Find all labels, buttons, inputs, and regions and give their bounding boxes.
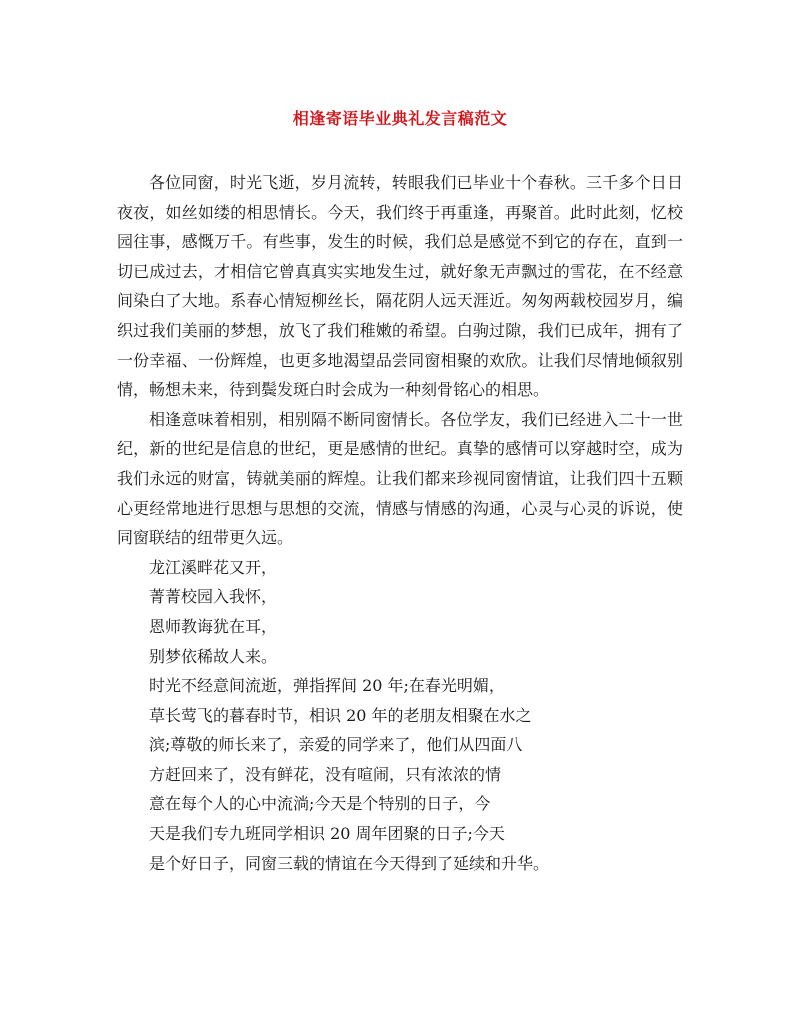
closing-line: 时光不经意间流逝，弹指挥间 20 年;在春光明媚， <box>149 676 505 696</box>
verse-line: 别梦依稀故人来。 <box>149 646 278 666</box>
closing-line: 是个好日子，同窗三载的情谊在今天得到了延续和升华。 <box>149 853 550 873</box>
closing-line: 意在每个人的心中流淌;今天是个特别的日子，今 <box>149 794 491 814</box>
paragraph-reunion: 相逢意味着相别，相别隔不断同窗情长。各位学友，我们已经进入二十一世纪，新的世纪是信息的世纪，更是感情的世纪。真挚的感情可以穿越时空，成为我们永远的财富，铸就美丽的辉煌。让我们都来珍视同窗情谊，让我们四十五颗心更经常地进行思想与思想的交流，情感与情感的沟通，心灵与心灵的诉说，使同窗联结的纽带更久远。 <box>117 409 683 548</box>
verse-line: 龙江溪畔花又开， <box>149 557 278 577</box>
page-title: 相逢寄语毕业典礼发言稿范文 <box>292 109 508 128</box>
closing-line: 天是我们专九班同学相识 20 周年团聚的日子;今天 <box>149 824 505 844</box>
closing-line: 方赶回来了，没有鲜花，没有喧闹，只有浓浓的情 <box>149 764 502 784</box>
verse-line: 恩师教诲犹在耳， <box>149 616 278 636</box>
verse-line: 菁菁校园入我怀， <box>149 587 278 607</box>
closing-line: 草长莺飞的暮春时节，相识 20 年的老朋友相聚在水之 <box>149 705 532 725</box>
closing-line: 滨;尊敬的师长来了，亲爱的同学来了，他们从四面八 <box>149 735 523 755</box>
document-body <box>117 168 683 878</box>
paragraph-intro: 各位同窗，时光飞逝，岁月流转，转眼我们已毕业十个春秋。三千多个日日夜夜，如丝如缕的相思情长。今天，我们终于再重逢，再聚首。此时此刻，忆校园往事，感慨万千。有些事，发生的时候，我们总是感觉不到它的存在，直到一切已成过去，才相信它曾真真实实地发生过，就好象无声飘过的雪花，在不经意间染白了大地。系春心情短柳丝长，隔花阴人远天涯近。匆匆两载校园岁月，编织过我们美丽的梦想，放飞了我们稚嫩的希望。白驹过隙，我们已成年，拥有了一份幸福、一份辉煌，也更多地渴望品尝同窗相聚的欢欣。让我们尽情地倾叙别情，畅想未来，待到鬓发斑白时会成为一种刻骨铭心的相思。 <box>117 173 683 400</box>
